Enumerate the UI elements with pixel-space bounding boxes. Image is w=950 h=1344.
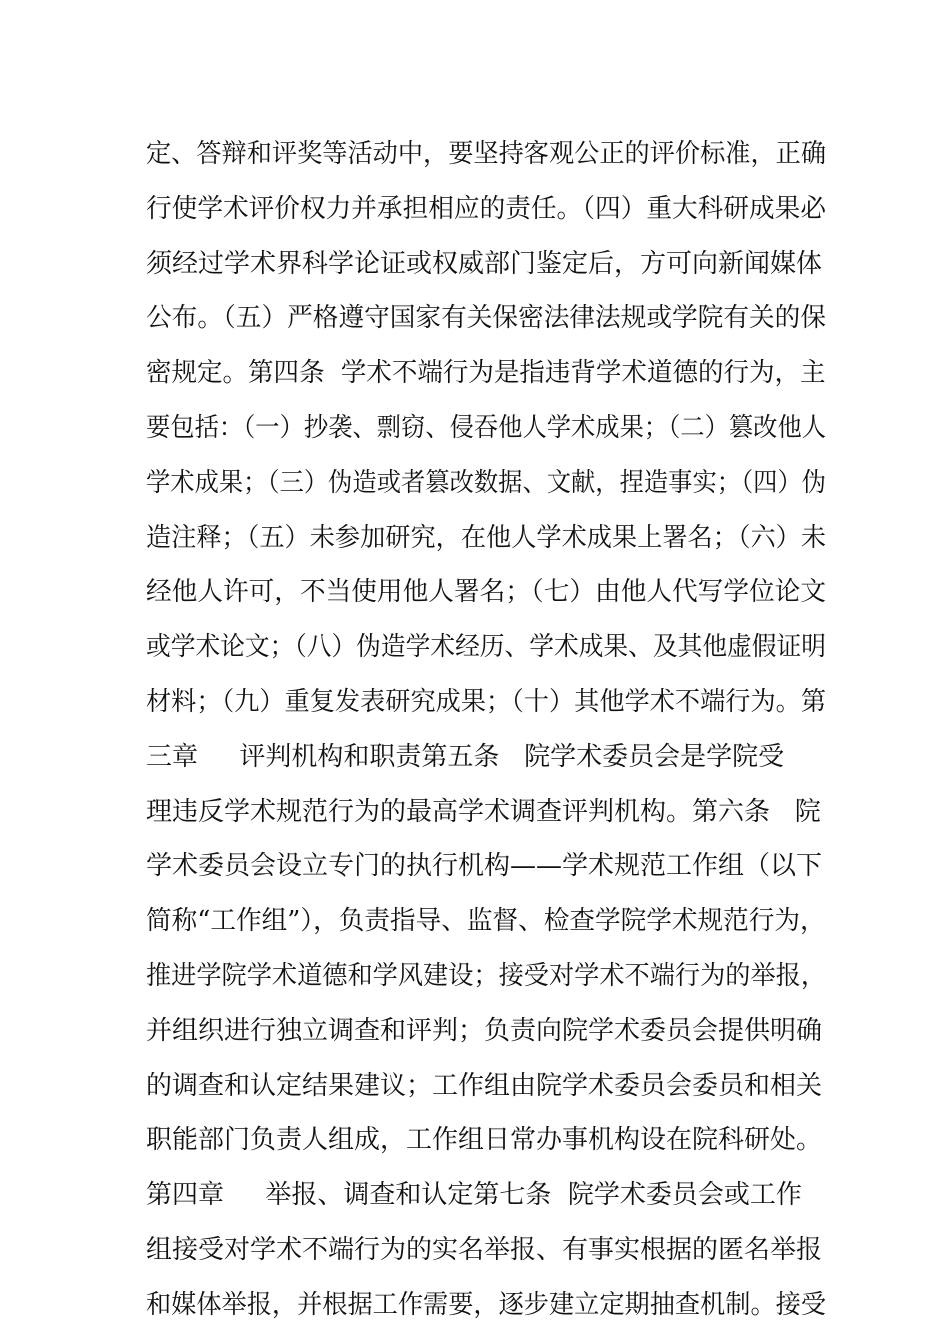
text-line: 密规定。第四条 学术不端行为是指违背学术道德的行为，主 <box>146 358 826 389</box>
text-line: 简称“工作组”），负责指导、监督、检查学院学术规范行为， <box>146 906 826 937</box>
text-line: 或学术论文；（八）伪造学术经历、学术成果、及其他虚假证明 <box>146 632 826 663</box>
text-line: 行使学术评价权力并承担相应的责任。（四）重大科研成果必 <box>146 193 826 224</box>
text-line: 组接受对学术不端行为的实名举报、有事实根据的匿名举报 <box>146 1234 823 1265</box>
body-text <box>146 127 826 1333</box>
text-line: 须经过学术界科学论证或权威部门鉴定后，方可向新闻媒体 <box>146 248 823 279</box>
text-line: 第四章 举报、调查和认定第七条 院学术委员会或工作 <box>146 1180 802 1211</box>
text-line: 的调查和认定结果建议；工作组由院学术委员会委员和相关 <box>146 1070 823 1101</box>
text-line: 三章 评判机构和职责第五条 院学术委员会是学院受 <box>146 741 785 772</box>
text-line: 造注释；（五）未参加研究，在他人学术成果上署名；（六）未 <box>146 522 827 553</box>
text-line: 学术委员会设立专门的执行机构——学术规范工作组（以下 <box>146 851 823 882</box>
text-line: 并组织进行独立调查和评判；负责向院学术委员会提供明确 <box>146 1015 823 1046</box>
text-line: 材料；（九）重复发表研究成果；（十）其他学术不端行为。第 <box>146 686 827 717</box>
text-line: 推进学院学术道德和学风建设；接受对学术不端行为的举报， <box>146 960 827 991</box>
text-line: 要包括：（一）抄袭、剽窃、侵吞他人学术成果；（二）篡改他人 <box>146 412 827 443</box>
text-line: 学术成果；（三）伪造或者篡改数据、文献，捏造事实；（四）伪 <box>146 467 827 498</box>
text-line: 经他人许可，不当使用他人署名；（七）由他人代写学位论文 <box>146 577 826 608</box>
text-line: 公布。（五）严格遵守国家有关保密法律法规或学院有关的保 <box>146 303 826 334</box>
text-line: 理违反学术规范行为的最高学术调查评判机构。第六条 院 <box>146 796 821 827</box>
text-line: 和媒体举报，并根据工作需要，逐步建立定期抽查机制。接受 <box>146 1289 827 1320</box>
text-line: 职能部门负责人组成，工作组日常办事机构设在院科研处。 <box>146 1125 823 1156</box>
text-line: 定、答辩和评奖等活动中，要坚持客观公正的评价标准，正确 <box>146 139 827 169</box>
